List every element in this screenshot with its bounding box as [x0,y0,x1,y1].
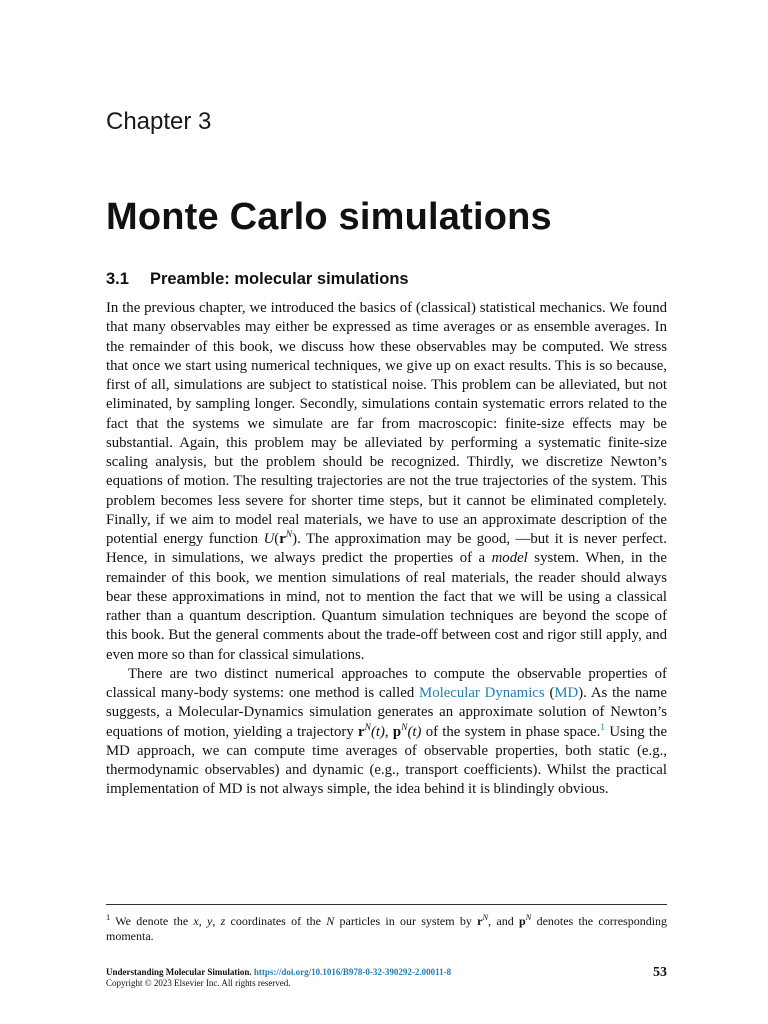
math-N-superscript: N [364,722,371,733]
footnote-text: We denote the [115,914,194,928]
paragraph-2-text-b: ). As the name suggests, a Molecular-Dynamics simulation generates an approximate solution of Newton’s equations of motion, yielding a trajectory [106,685,667,740]
molecular-dynamics-link[interactable]: Molecular Dynamics [419,685,545,701]
footnote-math-r: r [477,914,483,928]
footnote-math-N: N [326,914,335,928]
math-close-paren: ) [292,531,298,547]
footnote-text: denotes the corresponding momenta. [106,914,668,943]
footnote-sep: , [198,914,207,928]
footnote-reference-link[interactable]: 1 [600,722,606,733]
math-r-bold: r [358,723,365,740]
math-U: U [263,531,275,547]
footnote-math-z: z [220,914,226,928]
paragraph-1 [106,299,667,665]
chapter-title: Monte Carlo simulations [106,196,552,238]
footnote-sep: , [212,914,221,928]
math-open-paren: ( [274,531,280,547]
footnote-divider [106,904,667,905]
footnote-math-N-superscript: N [525,912,532,922]
page-number: 53 [653,965,667,980]
chapter-label: Chapter 3 [106,108,212,135]
footnote-math-p: p [518,914,526,928]
paren-open: ( [544,685,555,701]
paragraph-1-text-a: In the previous chapter, we introduced the basics of (classical) statistical mechanics. We found that many observables may either be expressed as time averages or as ensemble averages. In the remainder of this book, we discuss how these observables may be computed. We stress that once we start using numerical techniques, we give up on exact results. This is so because, first of all, simulations are subject to statistical noise. This problem can be alleviated, but not eliminated, by sampling longer. Secondly, simulations contain systematic errors related to the fact that the systems we simulate are far from macroscopic: finite-size effects may be substantial. Again, this problem may be alleviated by performing a systematic finite-size scaling analysis, but the problem should be recognized. Thirdly, we discretize Newton’s equations of motion. The resulting trajectories are not the true trajectories of the system. This problem becomes less severe for shorter time steps, but it cannot be eliminated completely. Finally, if we aim to model real materials, we have to use an approximate description of the potential energy function [106,300,667,547]
page-footer [106,967,667,989]
math-t: (t) [370,723,385,740]
section-heading [106,270,409,289]
footnote-text: , and [488,914,519,928]
paragraph-1-text-b: . The approximation may be good, —but it is never perfect. Hence, in simulations, we always predict the properties of a [106,531,667,567]
math-N-superscript: N [285,530,293,540]
footnote [106,914,667,944]
footnote-math-N-superscript: N [482,912,489,922]
paragraph-1-text-c: system. When, in the remainder of this book, we mention simulations of real materials, the reader should always bear these approximations in mind, not to mention the fact that we will be using a classical rather than a quantum description. Quantum simulation techniques are beyond the scope of this book. But the general comments about the trade-off between cost and rigor still apply, and even more so than for classical simulations. [106,550,667,663]
book-title: Understanding Molecular Simulation. [106,967,252,977]
footnote-text: particles in our system by [334,914,478,928]
footnote-math-x: x [193,914,199,928]
math-r-bold: r [279,531,286,547]
section-title: Preamble: molecular simulations [150,270,409,288]
emphasis-model: model [491,550,528,567]
math-N-superscript: N [401,722,408,733]
math-comma: , [384,723,393,740]
doi-link[interactable]: https://doi.org/10.1016/B978-0-32-390292-2.00011-8 [253,967,452,977]
footer-citation [106,967,667,978]
paragraph-2-text-a: There are two distinct numerical approaches to compute the observable properties of classical many-body systems: one method is called [106,665,667,701]
paragraph-2 [106,665,667,800]
math-t: (t) [407,723,422,740]
paragraph-2-text-c: of the system in phase space. [421,723,601,740]
copyright-notice: Copyright © 2023 Elsevier Inc. All rights reserved. [106,978,291,988]
footnote-marker: 1 [106,912,111,922]
section-number: 3.1 [106,270,129,288]
footnote-math-y: y [207,914,213,928]
footnote-text: coordinates of the [225,914,327,928]
md-abbreviation-link[interactable]: MD [554,685,579,701]
paragraph-2-text-d: Using the MD approach, we can compute time averages of observable properties, both static (e.g., thermodynamic observables) and dynamic (e.g., transport coefficients). Whilst the practical implementation of MD is not always simple, the idea behind it is blindingly obvious. [106,723,668,798]
math-p-bold: p [392,723,402,740]
body-text [106,299,667,800]
